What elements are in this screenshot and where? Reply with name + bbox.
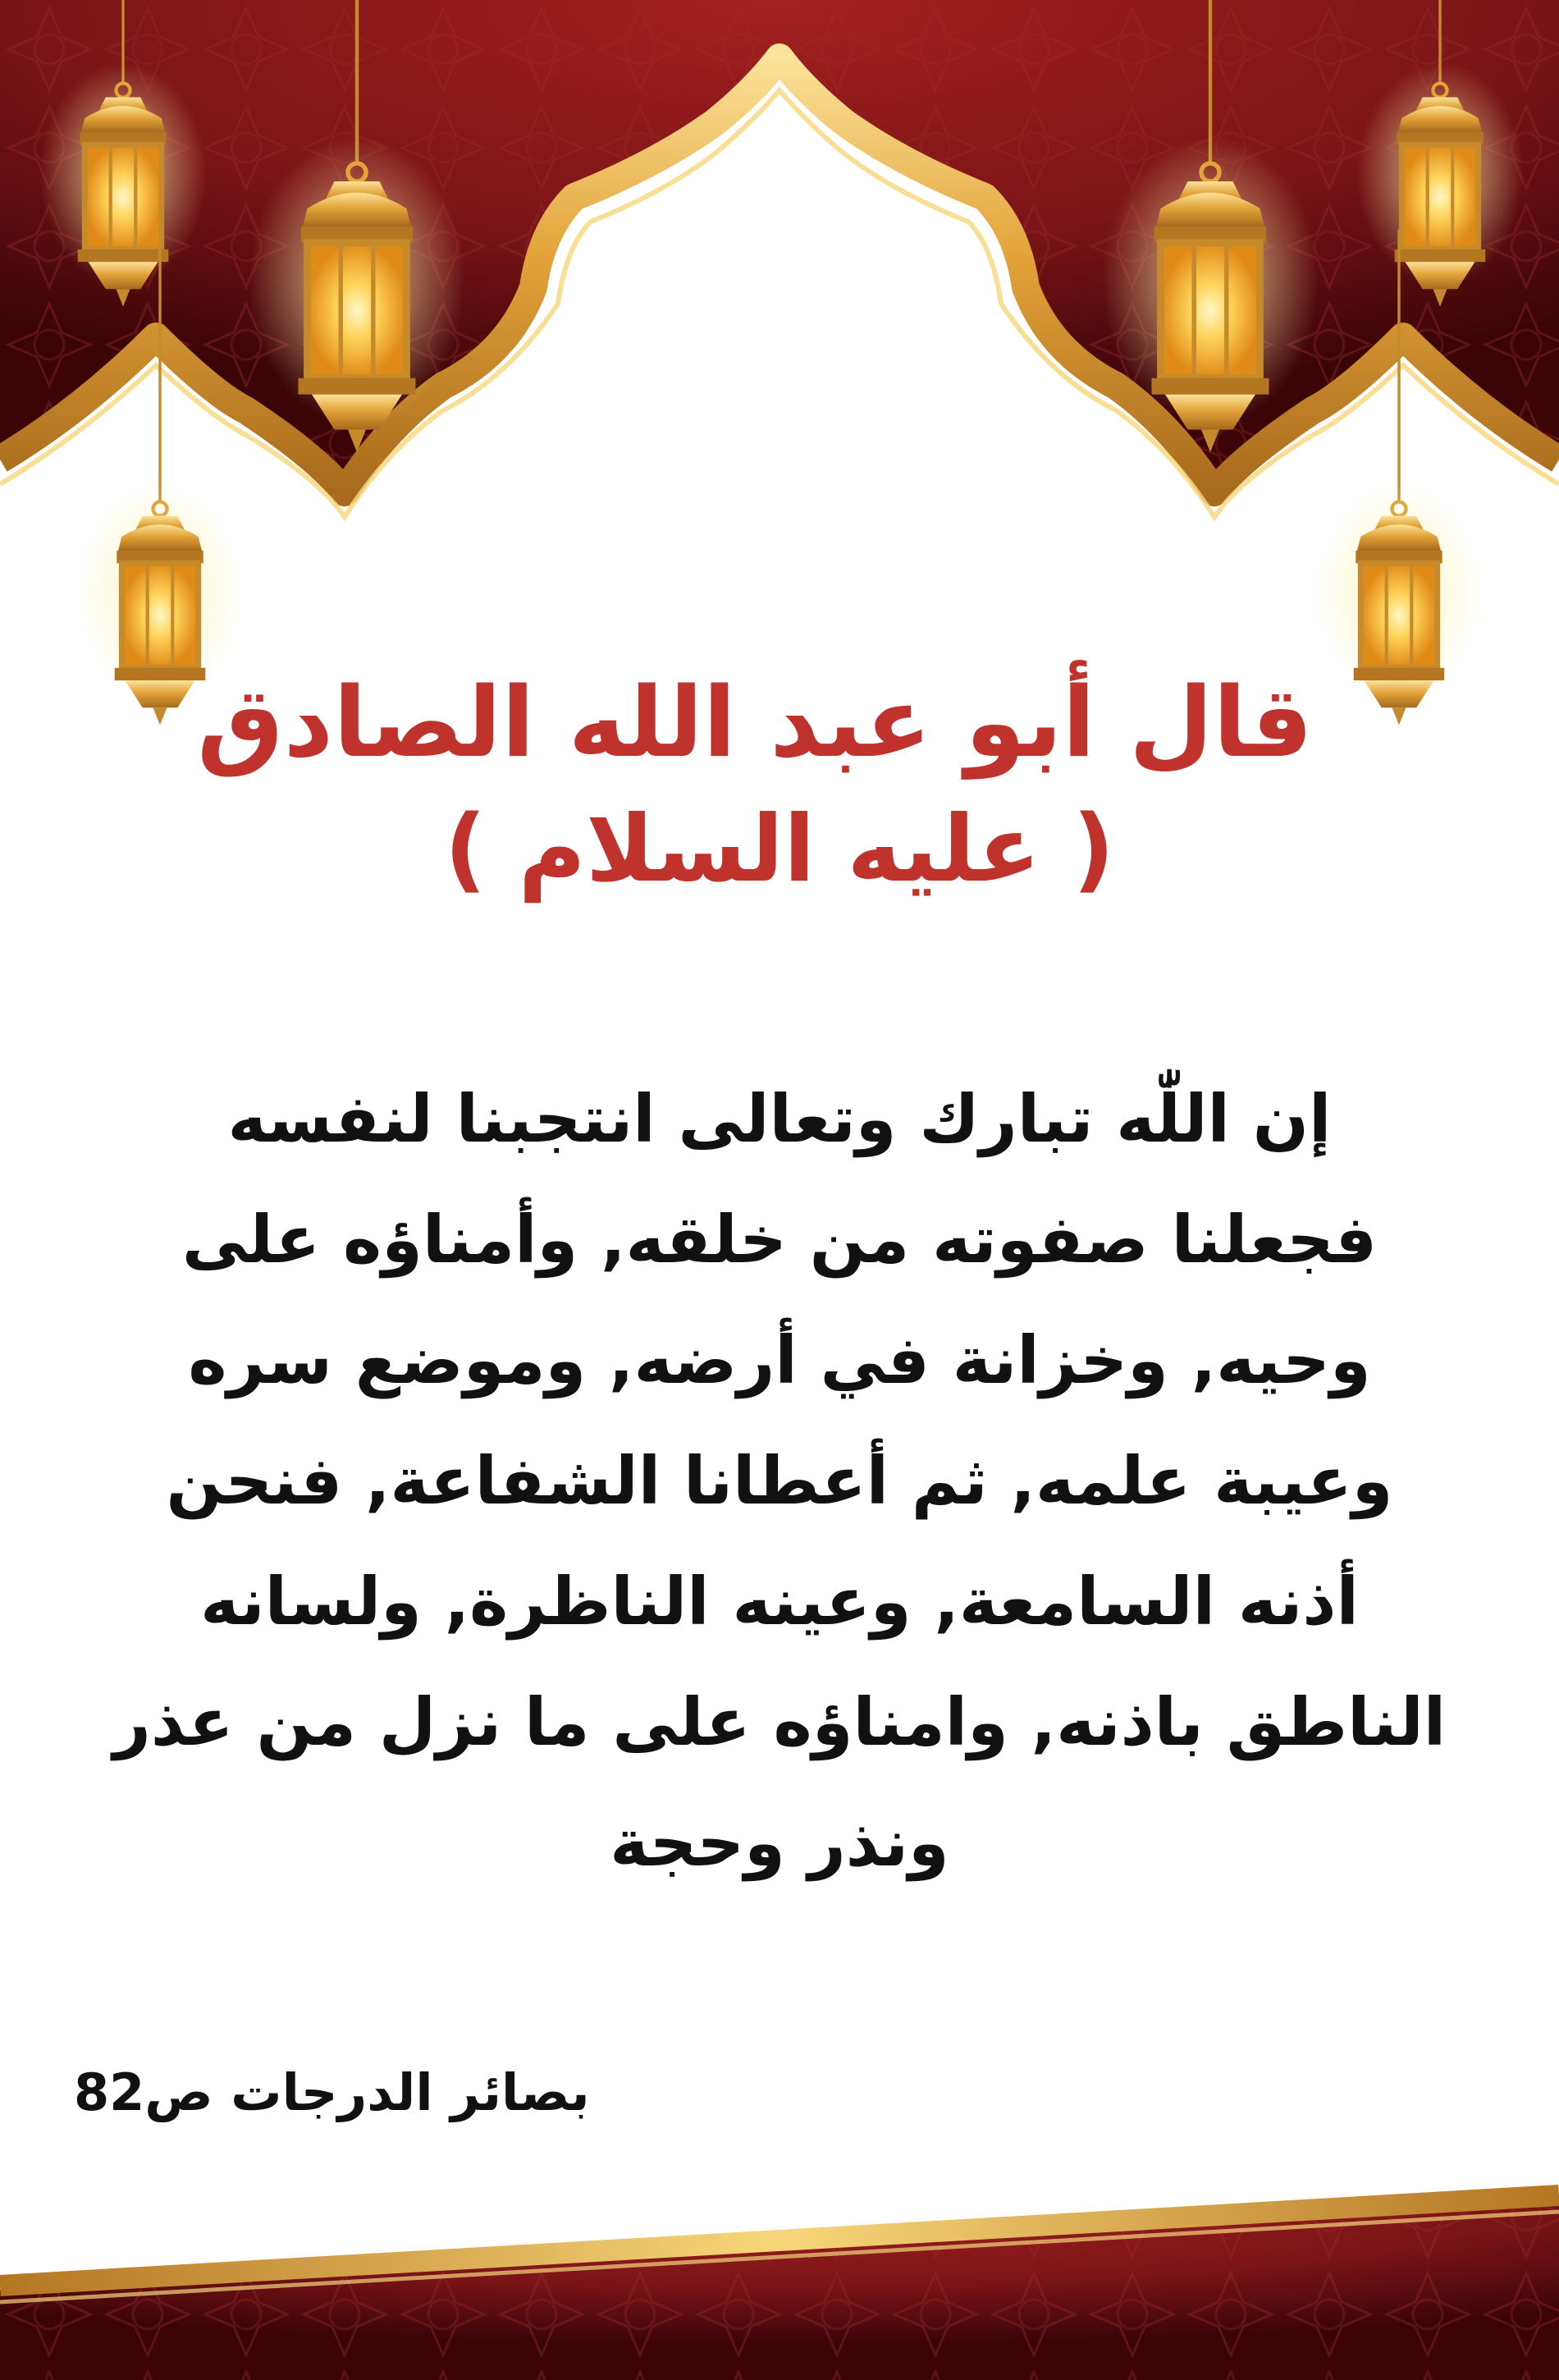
title-line-2: ( عليه السلام ) — [444, 796, 1115, 903]
source-citation: بصائر الدرجات ص82 — [74, 2062, 590, 2122]
quote-line: فجعلنا صفوته من خلقه, وأمناؤه على — [181, 1201, 1378, 1278]
title-block — [197, 657, 1313, 911]
quote-line: وحيه, وخزانة في أرضه, وموضع سره — [188, 1322, 1371, 1398]
title-line-1: قال أبو عبد الله الصادق — [197, 666, 1313, 779]
quote-line: الناطق باذنه, وامناؤه على ما نزل من عذر — [112, 1684, 1447, 1760]
quote-line: إن اللّٰه تبارك وتعالى انتجبنا لنفسه — [227, 1081, 1332, 1157]
quote-line: أذنه السامعة, وعينه الناظرة, ولسانه — [200, 1563, 1359, 1640]
quote-line: وعيبة علمه, ثم أعطانا الشفاعة, فنحن — [166, 1443, 1393, 1519]
quote-text — [66, 1059, 1493, 1903]
quote-line: ونذر وحجة — [610, 1805, 949, 1881]
